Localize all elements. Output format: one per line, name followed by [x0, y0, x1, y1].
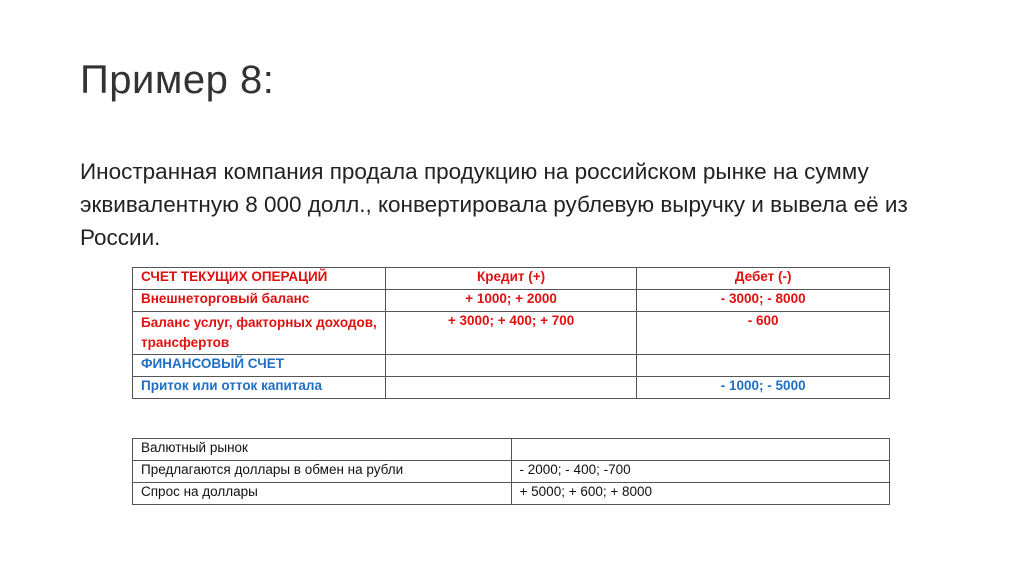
table-cell: [511, 439, 889, 461]
table-cell: + 5000; + 600; + 8000: [511, 483, 889, 505]
table-row: [133, 290, 890, 312]
table-row: [133, 483, 890, 505]
table-row: [133, 461, 890, 483]
table-cell: [385, 377, 637, 399]
table-row: [133, 355, 890, 377]
table-row: [133, 439, 890, 461]
table-cell: Баланс услуг, факторных доходов, трансфертов: [133, 312, 386, 355]
table-cell: [637, 355, 890, 377]
table-cell: - 1000; - 5000: [637, 377, 890, 399]
table-cell: Кредит (+): [385, 268, 637, 290]
table-cell: ФИНАНСОВЫЙ СЧЕТ: [133, 355, 386, 377]
table-cell: [385, 355, 637, 377]
table-cell: + 1000; + 2000: [385, 290, 637, 312]
table-cell: Спрос на доллары: [133, 483, 512, 505]
slide-title: Пример 8:: [80, 58, 275, 102]
table-row: [133, 312, 890, 355]
table-cell: - 2000; - 400; -700: [511, 461, 889, 483]
table-cell: - 3000; - 8000: [637, 290, 890, 312]
table-header-row: [133, 268, 890, 290]
table-cell: Предлагаются доллары в обмен на рубли: [133, 461, 512, 483]
table-cell: Валютный рынок: [133, 439, 512, 461]
balance-of-payments-table: [132, 267, 890, 399]
table-cell: Дебет (-): [637, 268, 890, 290]
table-row: [133, 377, 890, 399]
table-cell: + 3000; + 400; + 700: [385, 312, 637, 355]
currency-market-table: [132, 438, 890, 505]
table-cell: СЧЕТ ТЕКУЩИХ ОПЕРАЦИЙ: [133, 268, 386, 290]
slide-body-text: Иностранная компания продала продукцию на российском рынке на сумму эквивалентную 8 000 долл., конвертировала рублевую выручку и вывела её из России.: [80, 159, 908, 250]
table-cell: Внешнеторговый баланс: [133, 290, 386, 312]
table-cell: - 600: [637, 312, 890, 355]
table-cell: Приток или отток капитала: [133, 377, 386, 399]
